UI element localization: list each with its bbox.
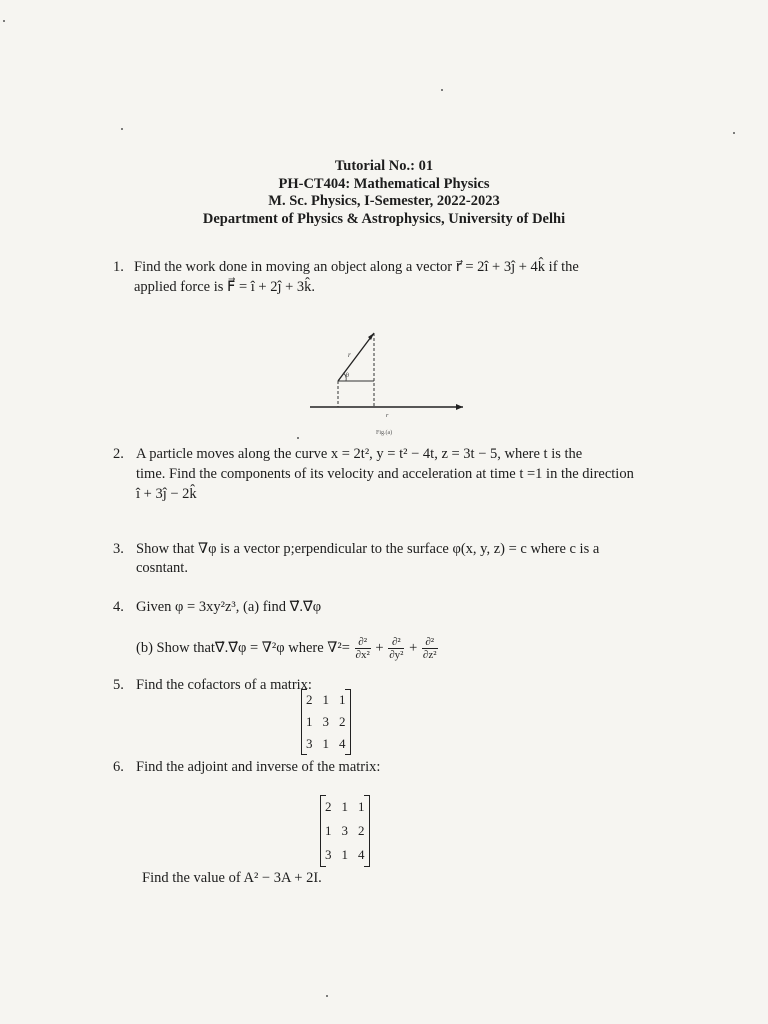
matrix-cell: 1: [339, 692, 346, 707]
matrix-right-bracket: [345, 689, 351, 755]
fraction-d2-dy2: [388, 636, 404, 661]
question-4-part-b: [136, 636, 439, 661]
matrix-row: [301, 733, 351, 755]
question-6-number: 6.: [113, 759, 124, 775]
matrix-cell: 2: [325, 799, 332, 814]
fraction-denominator: ∂z²: [422, 649, 437, 661]
course-title: PH-CT404: Mathematical Physics: [278, 175, 490, 192]
question-5-line-1: Find the cofactors of a matrix:: [136, 677, 312, 693]
plus-sign: +: [409, 639, 418, 656]
question-5-number: 5.: [113, 677, 124, 693]
question-2-line-2: time. Find the components of its velocity and acceleration at time t =1 in the direction: [136, 466, 634, 482]
department-name: Department of Physics & Astrophysics, University of Delhi: [202, 210, 566, 227]
fraction-numerator: ∂²: [388, 636, 404, 649]
figure-label-r: r: [348, 351, 351, 359]
question-1-line-2: applied force is F⃗ = î + 2ĵ + 3k̂.: [134, 279, 316, 295]
question-6-line-2: Find the value of A² − 3A + 2I.: [142, 870, 322, 886]
matrix-cell: 1: [306, 714, 313, 729]
program-semester: M. Sc. Physics, I-Semester, 2022-2023: [268, 193, 500, 209]
matrix-right-bracket: [364, 795, 370, 867]
matrix-row: [301, 689, 351, 711]
matrix-row: [320, 843, 370, 867]
matrix-cell: 2: [306, 692, 313, 707]
matrix-question-6: [320, 795, 370, 867]
matrix-row: [301, 711, 351, 733]
matrix-row: [320, 819, 370, 843]
fraction-numerator: ∂²: [355, 636, 371, 649]
matrix-cell: 2: [339, 714, 346, 729]
matrix-cell: 3: [306, 736, 313, 751]
matrix-cell: 1: [322, 692, 329, 707]
figure-caption: Fig.(a): [376, 430, 393, 436]
question-1-number: 1.: [113, 259, 124, 275]
fraction-d2-dz2: [422, 636, 438, 661]
fraction-d2-dx2: [355, 636, 371, 661]
scan-speck: [733, 132, 735, 134]
scan-speck: [441, 89, 443, 91]
question-3-number: 3.: [113, 541, 124, 557]
scan-speck: [121, 128, 123, 130]
fraction-denominator: ∂y²: [389, 649, 404, 661]
document-header: [0, 158, 768, 228]
fraction-denominator: ∂x²: [355, 649, 370, 661]
question-4-part-a: Given φ = 3xy²z³, (a) find ∇⃗.∇⃗φ: [136, 599, 322, 615]
matrix-cell: 1: [341, 799, 348, 814]
question-6-line-1: Find the adjoint and inverse of the matrix:: [136, 759, 381, 775]
matrix-left-bracket: [301, 689, 307, 755]
figure-axis-label: r: [386, 413, 389, 419]
scan-speck: [297, 437, 299, 439]
question-2-line-1: A particle moves along the curve x = 2t², y = t² − 4t, z = 3t − 5, where t is the: [136, 446, 583, 462]
plus-sign: +: [375, 639, 384, 656]
fraction-numerator: ∂²: [422, 636, 438, 649]
matrix-cell: 2: [358, 823, 365, 838]
figure-vector-line: [338, 333, 374, 381]
matrix-cell: 3: [341, 823, 348, 838]
question-3-line-1: Show that ∇φ is a vector p;erpendicular to the surface φ(x, y, z) = c where c is a: [136, 541, 600, 557]
matrix-question-5: [301, 689, 351, 755]
scan-speck: [3, 20, 5, 22]
matrix-cell: 1: [358, 799, 365, 814]
matrix-cell: 1: [322, 736, 329, 751]
figure-axis-arrowhead: [456, 404, 463, 410]
question-4-part-b-text: (b) Show that∇⃗.∇⃗φ = ∇²φ where ∇²=: [136, 639, 350, 656]
question-1-line-1: Find the work done in moving an object along a vector r⃗ = 2î + 3ĵ + 4k̂ if the: [134, 259, 579, 275]
tutorial-number: Tutorial No.: 01: [334, 158, 434, 174]
scan-speck: [326, 995, 328, 997]
matrix-cell: 3: [325, 847, 332, 862]
matrix-cell: 4: [339, 736, 346, 751]
question-3-line-2: cosntant.: [136, 560, 188, 576]
matrix-row: [320, 795, 370, 819]
figure-label-theta: θ: [346, 373, 349, 379]
vector-figure: [300, 325, 475, 435]
matrix-cell: 1: [341, 847, 348, 862]
question-4-number: 4.: [113, 599, 124, 615]
question-2-line-3: î + 3ĵ − 2k̂: [136, 486, 197, 502]
matrix-cell: 3: [322, 714, 329, 729]
matrix-cell: 4: [358, 847, 365, 862]
matrix-cell: 1: [325, 823, 332, 838]
question-2-number: 2.: [113, 446, 124, 462]
matrix-left-bracket: [320, 795, 326, 867]
